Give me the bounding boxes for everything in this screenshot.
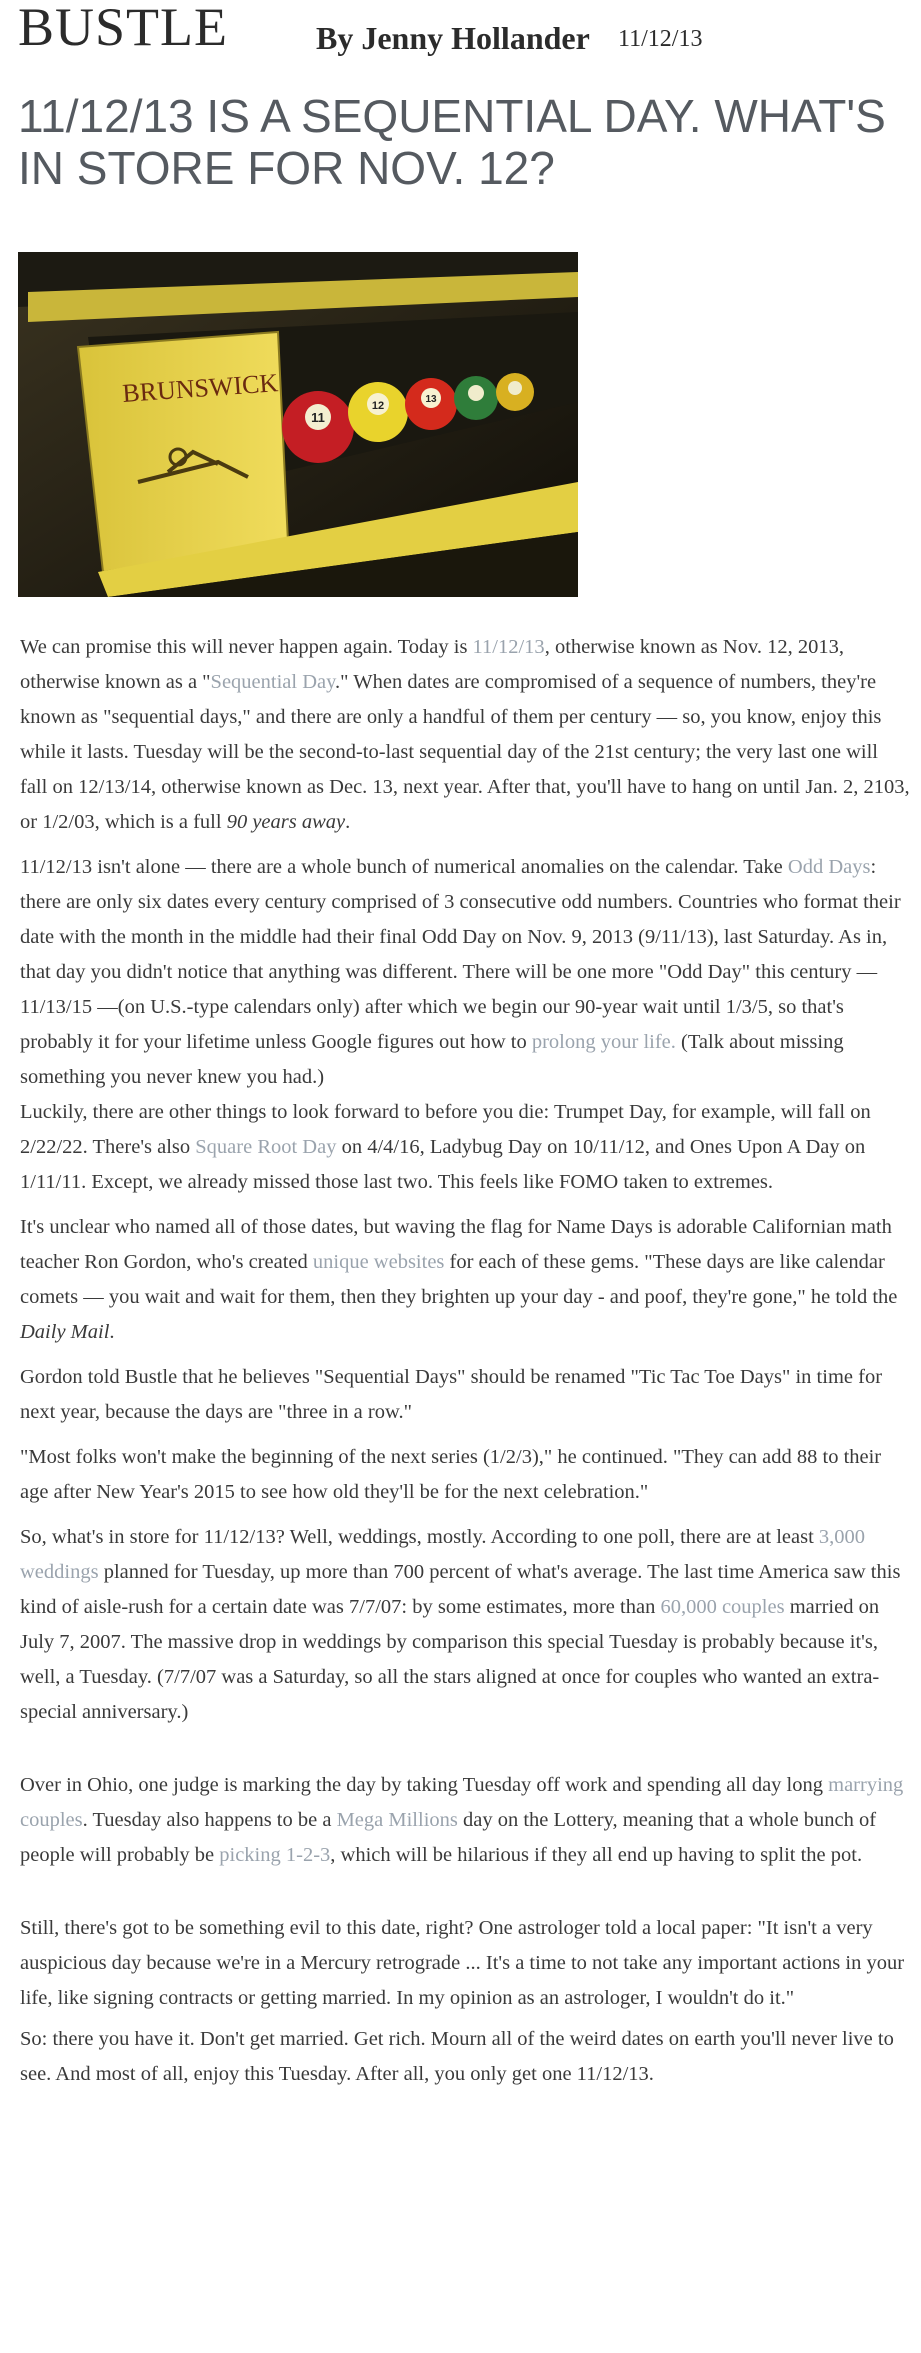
paragraph: Still, there's got to be something evil to this date, right? One astrologer told a local paper: "It isn't a very auspicious day because we're in a Mercury retrograde ... It's a time to not take any important actions in your life, like signing contracts or getting married. In my opinion as an astrologer, I wouldn't do it." [20,1917,905,2009]
link-marrying-couples[interactable]: marrying couples [20,1774,904,1831]
paragraph: So, what's in store for 11/12/13? Well, weddings, mostly. According to one poll, there are at least 3,000 weddings planned for Tuesday, up more than 700 percent of what's average. The last time America saw this kind of aisle-rush for a certain date was 7/7/07: by some estimates, more than 60,000 couples married on July 7, 2007. The massive drop in weddings by comparison this special Tuesday is probably because it's, well, a Tuesday. (7/7/07 was a Saturday, so all the stars aligned at once for couples who wanted an extra-special anniversary.) [20,1526,901,1723]
link-11-12-13[interactable]: 11/12/13 [472,636,545,658]
masthead [18,0,908,62]
link-3000-weddings[interactable]: 3,000 weddings [20,1526,866,1583]
link-picking-1-2-3[interactable]: picking 1-2-3 [219,1844,331,1866]
link-60000-couples[interactable]: 60,000 couples [660,1596,785,1618]
paragraph: Over in Ohio, one judge is marking the day by taking Tuesday off work and spending all day long marrying couples. Tuesday also happens to be a Mega Millions day on the Lottery, meaning that a whole bunch of people will probably be picking 1-2-3, which will be hilarious if they all end up having to split the pot. [20,1774,904,1866]
paragraph: 11/12/13 isn't alone — there are a whole bunch of numerical anomalies on the calendar. Take Odd Days: there are only six dates every century comprised of 3 consecutive odd numbers. Countries who format their date with the month in the middle had their final Odd Day on Nov. 9, 2013 (9/11/13), last Saturday. As in, that day you didn't notice that anything was different. There will be one more "Odd Day" this century —11/13/15 —(on U.S.-type calendars only) after which we begin our 90-year wait until 1/3/5, so that's probably it for your lifetime unless Google figures out how to prolong your life. (Talk about missing something you never knew you had.) [20,856,901,1088]
ball-13-number: 13 [425,394,437,405]
article-photo [18,252,578,597]
article-headline: 11/12/13 IS A SEQUENTIAL DAY. WHAT'S IN STORE FOR NOV. 12? [18,90,886,194]
ball-12-number: 12 [371,400,385,412]
ball-11-number: 11 [311,410,325,425]
paragraph: It's unclear who named all of those dates, but waving the flag for Name Days is adorable Californian math teacher Ron Gordon, who's created unique websites for each of these gems. "These days are like calendar comets — you wait and wait for them, then they brighten up your day - and poof, they're gone," he told the Daily Mail. [20,1216,898,1343]
link-prolong-your-life[interactable]: prolong your life. [531,1031,676,1053]
paragraph: Gordon told Bustle that he believes "Sequential Days" should be renamed "Tic Tac Toe Days" in time for next year, because the days are "three in a row." [20,1366,883,1423]
link-unique-websites[interactable]: unique websites [312,1251,445,1273]
publish-date: 11/12/13 [618,26,703,52]
link-mega-millions[interactable]: Mega Millions [336,1809,458,1831]
paragraph: So: there you have it. Don't get married. Get rich. Mourn all of the weird dates on earth you'll never live to see. And most of all, enjoy this Tuesday. After all, you only get one 11/12/13. [20,2028,894,2085]
sign-brand-text: BRUNSWICK [121,368,280,408]
article-body [20,630,910,2092]
paragraph: "Most folks won't make the beginning of the next series (1/2/3)," he continued. "They can add 88 to their age after New Year's 2015 to see how old they'll be for the next celebration." [20,1446,882,1503]
link-odd-days[interactable]: Odd Days [787,856,871,878]
paragraph: Luckily, there are other things to look forward to before you die: Trumpet Day, for example, will fall on 2/22/22. There's also Square Root Day on 4/4/16, Ladybug Day on 10/11/12, and Ones Upon A Day on 1/11/11. Except, we already missed those last two. This feels like FOMO taken to extremes. [20,1101,871,1193]
author-byline: By Jenny Hollander [316,20,590,56]
link-sequential-day[interactable]: Sequential Day [210,671,336,693]
link-square-root-day[interactable]: Square Root Day [195,1136,337,1158]
site-logo[interactable]: BUSTLE [18,0,229,57]
paragraph: We can promise this will never happen again. Today is 11/12/13, otherwise known as Nov. 12, 2013, otherwise known as a "Sequential Day." When dates are compromised of a sequence of numbers, they're known as "sequential days," and there are only a handful of them per century — so, you know, enjoy this while it lasts. Tuesday will be the second-to-last sequential day of the 21st century; the very last one will fall on 12/13/14, otherwise known as Dec. 13, next year. After that, you'll have to hang on until Jan. 2, 2103, or 1/2/03, which is a full 90 years away. [20,636,910,833]
